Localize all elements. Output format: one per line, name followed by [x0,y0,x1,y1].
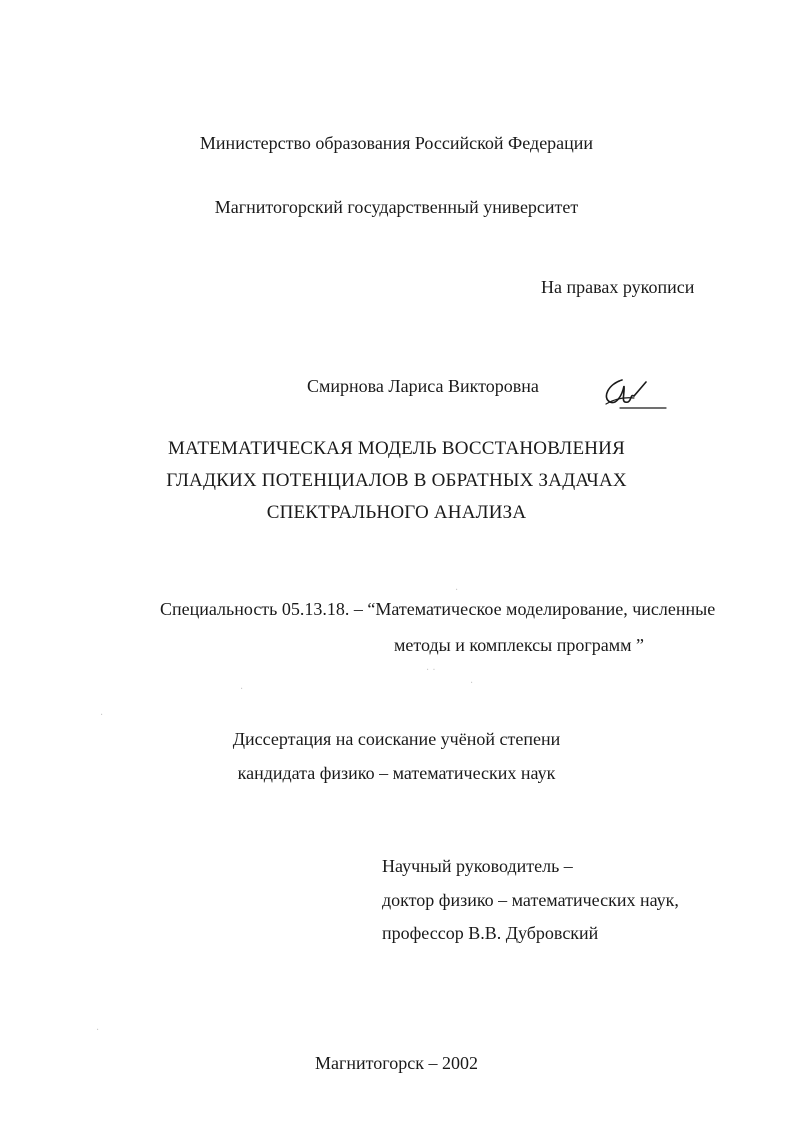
scan-speck: · [455,585,459,596]
dissertation-title-line-2: ГЛАДКИХ ПОТЕНЦИАЛОВ В ОБРАТНЫХ ЗАДАЧАХ [166,470,627,491]
scan-speck: · · [426,665,436,676]
scan-speck: · [100,710,104,721]
dissertation-degree-line-2: кандидата физико – математических наук [237,763,556,783]
author-name: Смирнова Лариса Викторовна [307,376,539,396]
dissertation-degree-line-1: Диссертация на соискание учёной степени [232,729,561,749]
supervisor-line-1: Научный руководитель – [382,856,573,876]
scan-speck: · [470,678,474,689]
scan-speck: · [96,1025,100,1036]
specialty-line-1: Специальность 05.13.18. – “Математическое моделирование, численные [160,599,716,619]
ministry-heading: Министерство образования Российской Федерации [199,133,594,153]
dissertation-title-line-3: СПЕКТРАЛЬНОГО АНАЛИЗА [266,502,527,523]
manuscript-rights-note: На правах рукописи [541,277,695,297]
specialty-line-2: методы и комплексы программ ” [394,635,645,655]
dissertation-title-line-1: МАТЕМАТИЧЕСКАЯ МОДЕЛЬ ВОССТАНОВЛЕНИЯ [168,438,625,459]
supervisor-line-2: доктор физико – математических наук, [382,890,679,910]
scan-speck: · [240,684,244,695]
university-heading: Магнитогорский государственный университет [214,197,579,217]
place-and-year: Магнитогорск – 2002 [315,1053,478,1073]
supervisor-line-3: профессор В.В. Дубровский [382,923,599,943]
author-signature [600,372,670,412]
